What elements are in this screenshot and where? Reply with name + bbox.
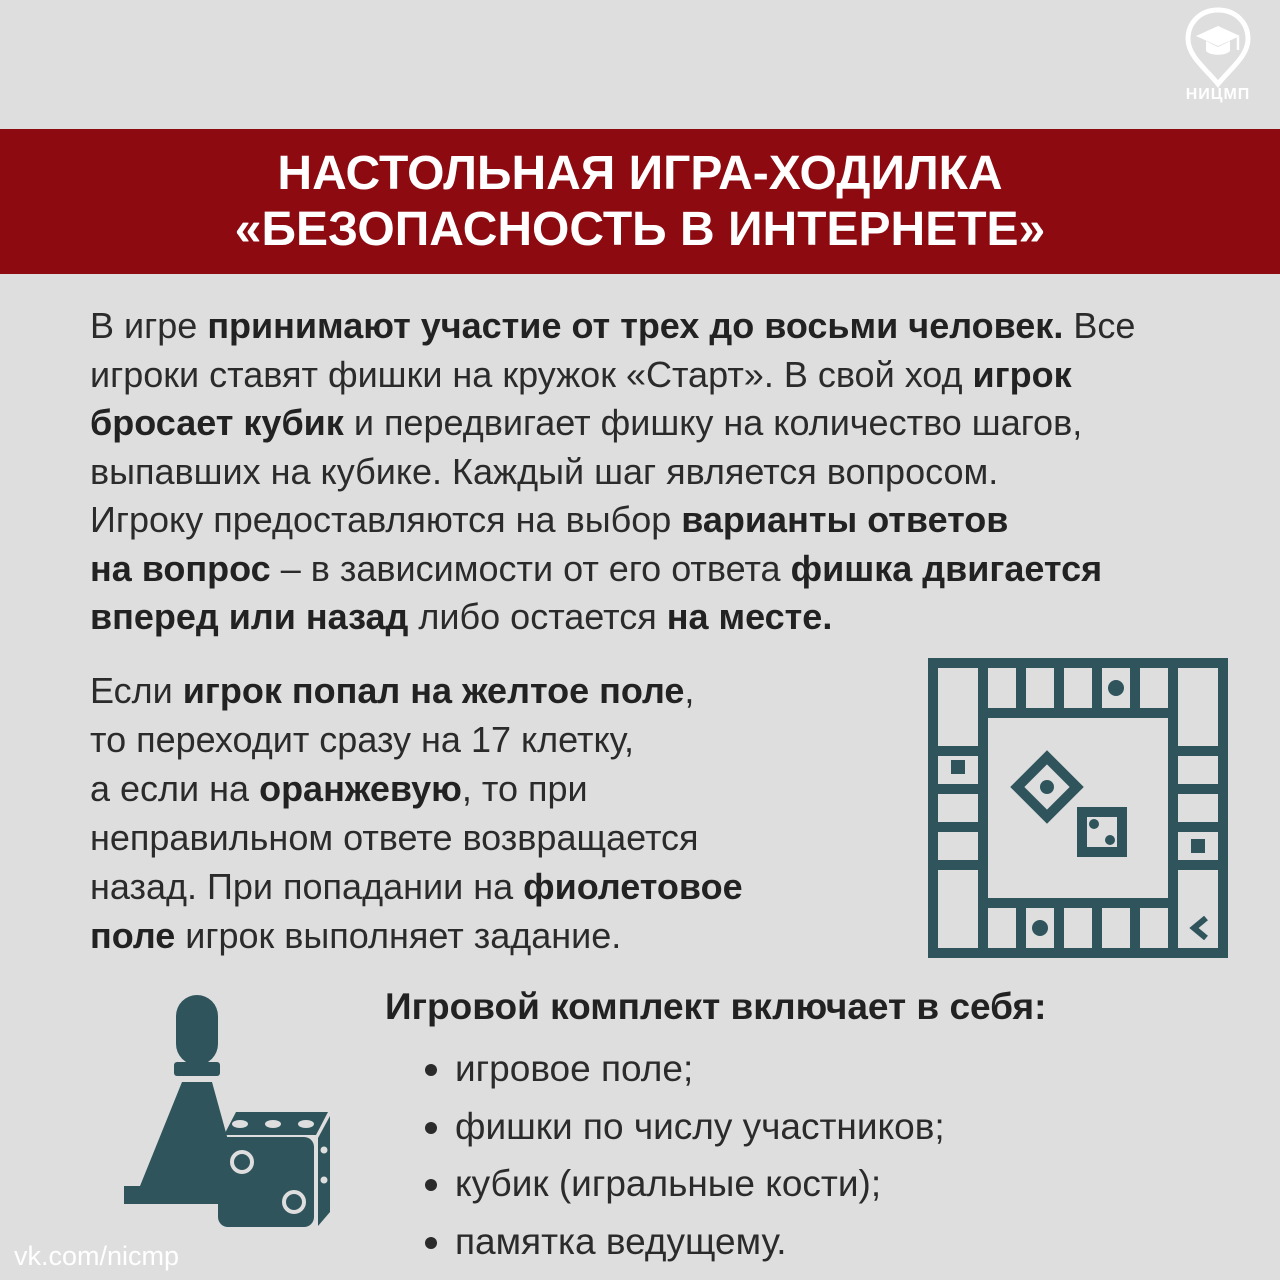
intro-line <box>90 593 1250 642</box>
text: , то при <box>461 768 588 809</box>
text: назад. При попадании на <box>90 866 524 907</box>
bold-text: игрок попал на желтое поле <box>182 670 685 711</box>
bold-text: фишка двигается <box>790 547 1103 589</box>
bold-text: бросает кубик <box>90 402 344 443</box>
text: Если <box>90 670 183 711</box>
bold-text: игрок <box>972 353 1072 395</box>
text: игрок выполняет задание. <box>175 915 622 956</box>
bold-text: оранжевую <box>259 768 462 809</box>
text: либо остается <box>408 596 667 637</box>
text: Все <box>1063 305 1136 346</box>
rules-line <box>90 862 850 911</box>
text: игроки ставят фишки на кружок «Старт». В свой ход <box>90 353 973 395</box>
text: В игре <box>90 305 208 346</box>
intro-line <box>90 399 1250 448</box>
rules-line <box>90 764 850 813</box>
intro-line <box>90 302 1250 351</box>
rules-line <box>90 911 850 960</box>
bold-text: на месте. <box>666 596 833 637</box>
text: а если на <box>90 768 260 809</box>
intro-line <box>90 545 1250 594</box>
bold-text: на вопрос <box>90 547 271 589</box>
title-banner <box>0 129 1280 274</box>
text: и передвигает фишку на количество шагов, <box>343 402 1083 443</box>
list-item: фишки по числу участников; <box>420 1098 945 1156</box>
list-item: памятка ведущему. <box>420 1213 945 1271</box>
bold-text: принимают участие от трех до восьми человек. <box>207 305 1064 346</box>
pawn-and-dice-icon <box>118 990 344 1230</box>
brand-name: НИЦМП <box>1185 86 1251 103</box>
text: – в зависимости от его ответа <box>270 547 791 589</box>
brand-logo <box>1168 6 1268 110</box>
intro-line <box>90 351 1250 400</box>
kit-heading: Игровой комплект включает в себя: <box>385 986 1047 1027</box>
intro-paragraph <box>90 302 1250 642</box>
game-board-icon <box>926 656 1230 960</box>
rules-line: то переходит сразу на 17 клетку, <box>90 719 635 760</box>
rules-paragraph <box>90 666 850 960</box>
list-item: игровое поле; <box>420 1040 945 1098</box>
intro-line: выпавших на кубике. Каждый шаг является вопросом. <box>90 450 999 492</box>
kit-list <box>420 1040 945 1270</box>
intro-line <box>90 496 1250 545</box>
bold-text: вперед или назад <box>90 596 409 637</box>
page-title-line-2: «БЕЗОПАСНОСТЬ В ИНТЕРНЕТЕ» <box>234 202 1046 256</box>
page-title-line-1: НАСТОЛЬНАЯ ИГРА-ХОДИЛКА <box>277 146 1003 200</box>
bold-text: поле <box>90 915 176 956</box>
bold-text: фиолетовое <box>523 866 743 907</box>
text: Игроку предоставляются на выбор <box>90 499 682 540</box>
list-item: кубик (игральные кости); <box>420 1155 945 1213</box>
text: , <box>684 670 695 711</box>
bold-text: варианты ответов <box>681 499 1009 540</box>
graduation-cap-pin-icon <box>1184 6 1252 88</box>
footer-link[interactable]: vk.com/nicmp <box>14 1241 180 1271</box>
rules-line: неправильном ответе возвращается <box>90 817 699 858</box>
rules-line <box>90 666 850 715</box>
